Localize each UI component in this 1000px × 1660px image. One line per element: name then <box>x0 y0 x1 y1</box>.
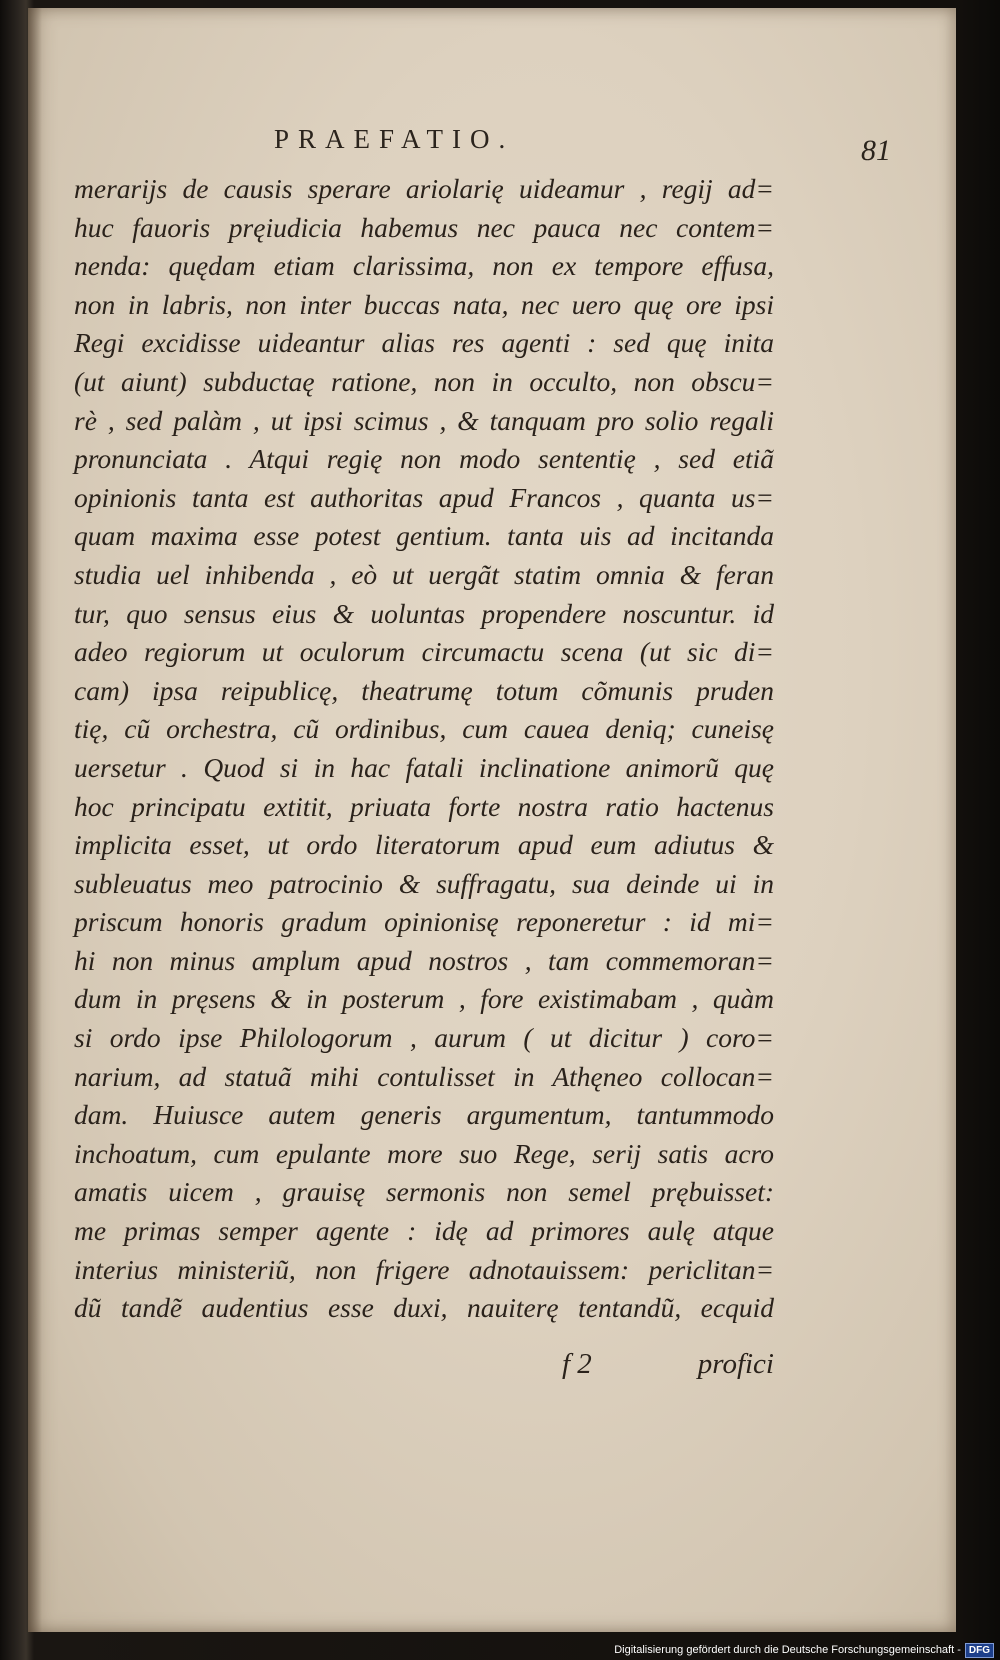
text-line: interius ministeriũ, non frigere adnotauissem: periclitan= <box>74 1253 774 1285</box>
text-line: narium, ad statuã mihi contulisset in Athęneo collocan= <box>74 1060 774 1092</box>
text-line: uersetur . Quod si in hac fatali inclinatione animorũ quę <box>74 751 774 783</box>
text-line: huc fauoris pręiudicia habemus nec pauca nec contem= <box>74 211 774 243</box>
catchline <box>562 1348 774 1388</box>
text-line: dũ tandẽ audentius esse duxi, nauiterę tentandũ, ecquid <box>74 1292 774 1324</box>
running-head: PRAEFATIO. <box>274 124 515 154</box>
text-line: rè , sed palàm , ut ipsi scimus , & tanquam pro solio regali <box>74 404 774 436</box>
text-line: pronunciata . Atqui regię non modo sententię , sed etiã <box>74 443 774 475</box>
page-number: 81 <box>861 134 891 167</box>
text-line: si ordo ipse Philologorum , aurum ( ut dicitur ) coro= <box>74 1022 774 1054</box>
text-line: (ut aiunt) subductaę ratione, non in occulto, non obscu= <box>74 365 774 397</box>
text-line: quam maxima esse potest gentium. tanta uis ad incitanda <box>74 520 774 552</box>
text-line: dum in pręsens & in posterum , fore existimabam , quàm <box>74 983 774 1015</box>
text-line: inchoatum, cum epulante more suo Rege, serij satis acro <box>74 1137 774 1169</box>
text-line: nenda: quędam etiam clarissima, non ex tempore effusa, <box>74 250 774 282</box>
body-text <box>74 170 774 1328</box>
text-line: cam) ipsa reipublicę, theatrumę totum cõmunis pruden <box>74 674 774 706</box>
text-line: non in labris, non inter buccas nata, nec uero quę ore ipsi <box>74 288 774 320</box>
text-line: amatis uicem , grauisę sermonis non semel prębuisset: <box>74 1176 774 1208</box>
signature-mark: f 2 <box>562 1348 592 1380</box>
text-line: adeo regiorum ut oculorum circumactu scena (ut sic di= <box>74 636 774 668</box>
text-line: hi non minus amplum apud nostros , tam commemoran= <box>74 944 774 976</box>
credit-text: Digitalisierung gefördert durch die Deutsche Forschungsgemeinschaft - <box>614 1644 961 1656</box>
text-line: priscum honoris gradum opinionisę reponeretur : id mi= <box>74 906 774 938</box>
text-line: dam. Huiusce autem generis argumentum, tantummodo <box>74 1099 774 1131</box>
text-line: Regi excidisse uideantur alias res agenti : sed quę inita <box>74 327 774 359</box>
text-line: studia uel inhibenda , eò ut uergãt statim omnia & feran <box>74 558 774 590</box>
text-line: merarijs de causis sperare ariolarię uideamur , regij ad= <box>74 173 774 204</box>
text-line: me primas semper agente : idę ad primores aulę atque <box>74 1215 774 1247</box>
text-line: implicita esset, ut ordo literatorum apud eum adiutus & <box>74 829 774 861</box>
text-line: tur, quo sensus eius & uoluntas propendere noscuntur. id <box>74 597 774 629</box>
digitization-credit <box>614 1640 994 1660</box>
catchword: profici <box>697 1348 774 1380</box>
text-line: hoc principatu extitit, priuata forte nostra ratio hactenus <box>74 790 774 822</box>
book-page <box>28 8 956 1632</box>
text-line: tię, cũ orchestra, cũ ordinibus, cum cauea deniq; cuneisę <box>74 713 774 745</box>
dfg-logo: DFG <box>965 1643 994 1658</box>
text-line: opinionis tanta est authoritas apud Francos , quanta us= <box>74 481 774 513</box>
text-line: subleuatus meo patrocinio & suffragatu, sua deinde ui in <box>74 867 774 899</box>
